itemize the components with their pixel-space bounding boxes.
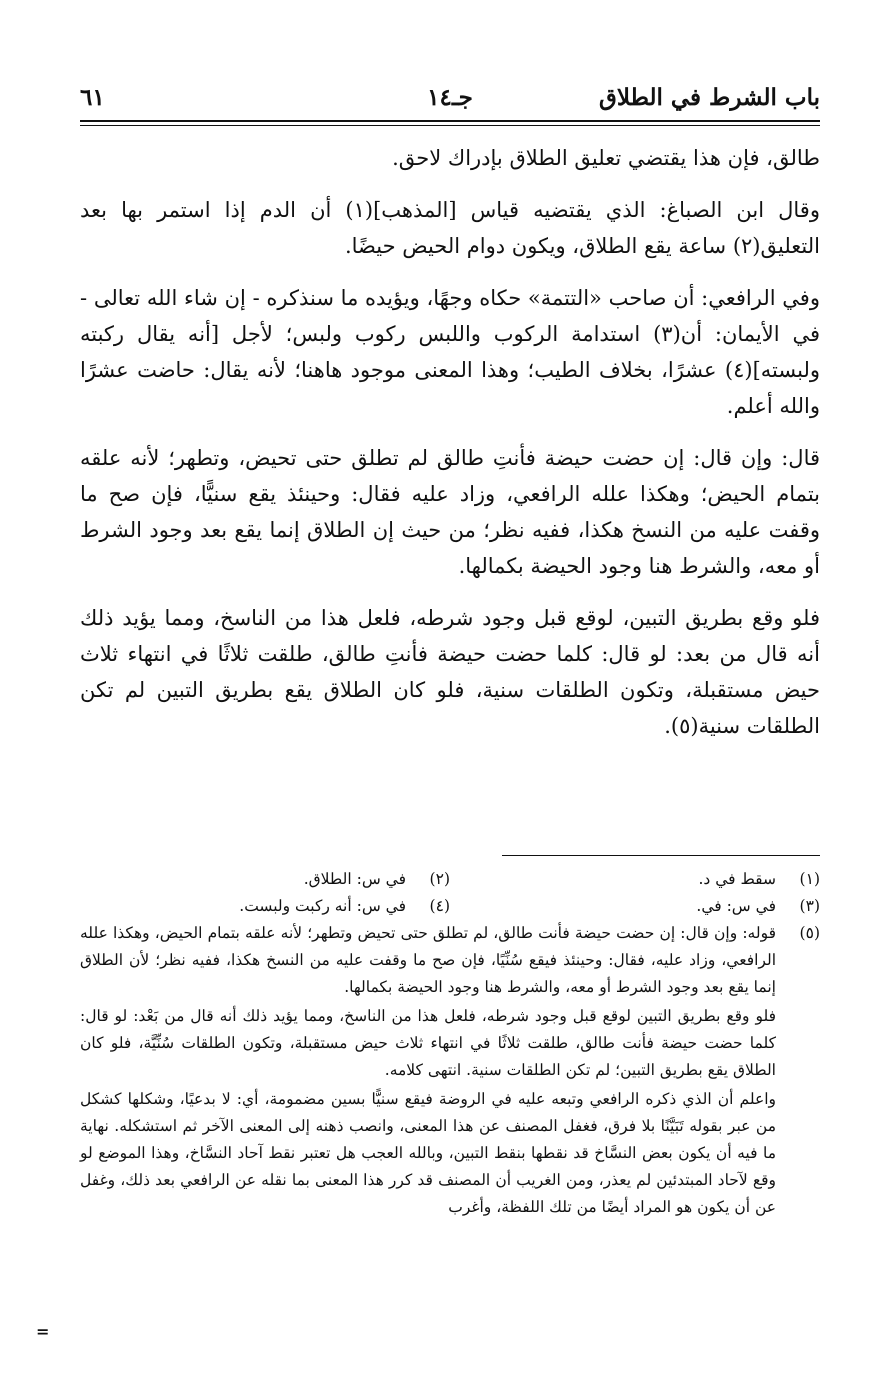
paragraph: فلو وقع بطريق التبين، لوقع قبل وجود شرطه، فلعل هذا من الناسخ، ومما يؤيد ذلك أنه قال من بعد: لو قال: كلما حضت حيضة فأنتِ طالق، طلقت ثلاثًا في انتهاء ثلاث حيض مستقبلة، وتكون الطلقات سنية، فلو كان الطلاق يقع بطريق التبين لم تكن الطلقات سنية(٥). (80, 606, 820, 738)
footnote-text: سقط في د. (698, 870, 776, 888)
paragraph: وفي الرافعي: أن صاحب «التتمة» حكاه وجهًا، ويؤيده ما سنذكره - إن شاء الله تعالى - في الأيمان: أن(٣) استدامة الركوب واللبس ركوب ولبس؛ لأجل [أنه يقال ركبته ولبسته](٤) عشرًا، بخلاف الطيب؛ وهذا المعنى موجود هاهنا؛ لأنه يقال: حاضت عشرًا والله أعلم. (80, 286, 820, 418)
continuation-mark: = (36, 1322, 50, 1341)
header-rule-thick (80, 120, 820, 122)
footnote (450, 866, 820, 893)
footnote-text: في س: أنه ركبت ولبست. (239, 897, 406, 915)
footnote-row (80, 893, 820, 920)
footnote-number: (٥) (799, 924, 820, 942)
footnote (450, 893, 820, 920)
footnote-row (80, 866, 820, 893)
footnote (80, 893, 450, 920)
paragraph: طالق، فإن هذا يقتضي تعليق الطلاق بإدراك لاحق. (392, 146, 820, 170)
footnote-separator (502, 855, 820, 856)
page-header (80, 84, 820, 118)
footnote-body (80, 920, 776, 1223)
footnote-text: في س: في. (696, 897, 776, 915)
footnote-long (80, 920, 820, 1223)
footnote-paragraph: قوله: وإن قال: إن حضت حيضة فأنت طالق، لم تطلق حتى تحيض وتطهر؛ لأنه علقه بتمام الحيض، وهكذا علله الرافعي، وزاد عليه، فقال: وحينئذ فيقع سُنِّيًا، فإن صح ما وقفت عليه من النسخ هكذا، ففيه نظر؛ لأن الطلاق إنما يقع بعد وجود الشرط أو معه، والشرط هنا وجود الحيضة بكمالها. (80, 924, 776, 996)
footnote-paragraph: فلو وقع بطريق التبين لوقع قبل وجود شرطه، فلعل هذا من الناسخ، ومما يؤيد ذلك أنه قال من بَعْد: لو قال: كلما حضت حيضة فأنت طالق، طلقت ثلاثًا في انتهاء ثلاث حيض مستقبلة، وتكون الطلقات سُنِّيَّة، فلو كان الطلاق يقع بطريق التبين؛ لم تكن الطلقات سنية. انتهى كلامه. (80, 1007, 776, 1079)
volume-label: جـ١٤ (427, 84, 473, 111)
footnote-number: (١) (799, 870, 820, 888)
page-number: ٦١ (80, 84, 105, 111)
footnote-paragraph: واعلم أن الذي ذكره الرافعي وتبعه عليه في الروضة فيقع سنيًّا بسين مضمومة، أي: لا بدعيًا، وشكلها كشكل من عبر بقوله تَبَيَّنًا بلا فرق، فغفل المصنف عن هذا المعنى، وانصب ذهنه إلى المعنى الآخر ثم استشكله. نهاية ما فيه أن يكون بعض النسَّاخ قد نقطها بنقط التبين، وبالله العجب هل تعتبر نقط آحاد النسَّاخ، وهذا الموضع لو وقع لآحاد المبتدئين لم يعذر، ومن الغريب أن المصنف قد كرر هذا المعنى بما نقله عن الرافعي بعد ذلك، وغفل عن أن يكون هو المراد أيضًا من تلك اللفظة، وأغرب (80, 1090, 776, 1216)
footnote-number: (٤) (429, 897, 450, 915)
paragraph: وقال ابن الصباغ: الذي يقتضيه قياس [المذهب](١) أن الدم إذا استمر بها بعد التعليق(٢) ساعة يقع الطلاق، ويكون دوام الحيض حيضًا. (80, 198, 820, 258)
chapter-title: باب الشرط في الطلاق (599, 84, 820, 111)
header-rule-thin (80, 125, 820, 126)
paragraph: قال: وإن قال: إن حضت حيضة فأنتِ طالق لم تطلق حتى تحيض، وتطهر؛ لأنه علقه بتمام الحيض؛ وهكذا علله الرافعي، وزاد عليه فقال: وحينئذ يقع سنيًّا، فإن صح ما وقفت عليه من النسخ هكذا، ففيه نظر؛ من حيث إن الطلاق إنما يقع بعد وجود الشرط أو معه، والشرط هنا وجود الحيضة بكمالها. (80, 446, 820, 578)
footnote-number: (٢) (429, 870, 450, 888)
footnote-text: في س: الطلاق. (303, 870, 406, 888)
footnotes (80, 866, 820, 1223)
main-text (80, 140, 820, 760)
footnote (80, 866, 450, 893)
footnote-number: (٣) (799, 897, 820, 915)
